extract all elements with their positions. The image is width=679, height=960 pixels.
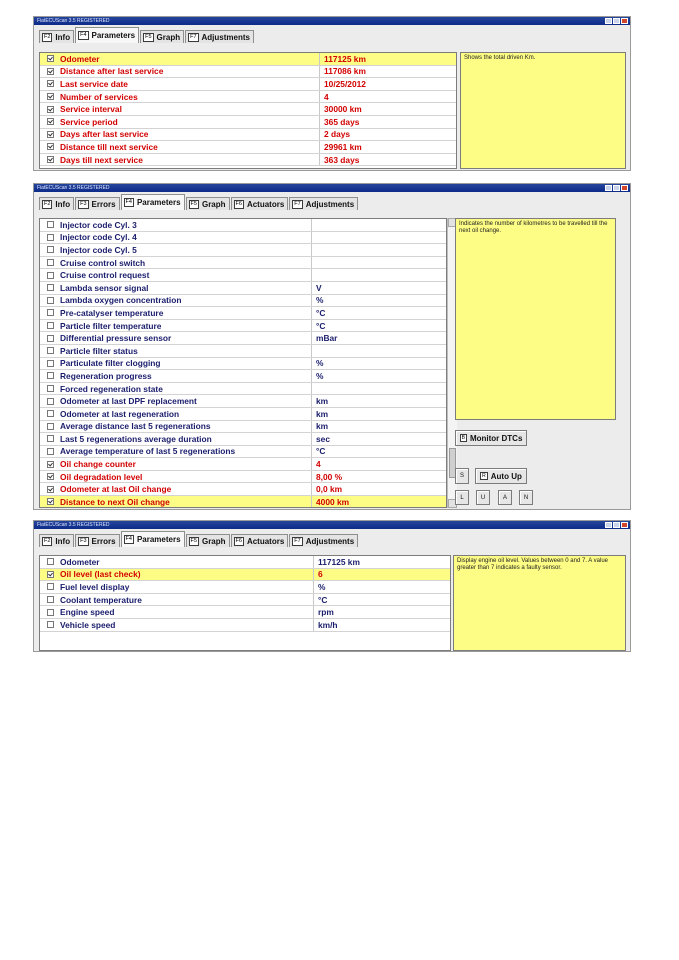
s-button[interactable] <box>455 468 469 484</box>
parameter-name: Forced regeneration state <box>60 383 312 395</box>
button-label: L <box>460 494 464 501</box>
parameter-checkbox[interactable] <box>47 385 54 392</box>
parameter-value: 8,00 % <box>316 471 343 482</box>
parameter-checkbox[interactable] <box>47 93 54 100</box>
parameter-row[interactable] <box>40 66 456 79</box>
nav-u-button[interactable] <box>476 490 490 505</box>
parameter-row[interactable] <box>40 232 446 245</box>
parameter-name: Average temperature of last 5 regenerations <box>60 446 312 458</box>
parameter-value: 10/25/2012 <box>324 78 366 89</box>
parameter-list <box>39 52 457 169</box>
parameter-checkbox[interactable] <box>47 448 54 455</box>
parameter-checkbox[interactable] <box>47 246 54 253</box>
button-label: Monitor DTCs <box>469 433 523 443</box>
parameter-value: % <box>318 581 326 592</box>
parameter-checkbox[interactable] <box>47 461 54 468</box>
parameter-name: Odometer <box>60 53 320 65</box>
parameter-name: Oil level (last check) <box>60 569 314 581</box>
parameter-value: V <box>316 282 322 293</box>
parameter-value: °C <box>316 320 326 331</box>
parameter-row[interactable] <box>40 606 450 619</box>
parameter-checkbox[interactable] <box>47 360 54 367</box>
tab-label: Adjustments <box>305 536 355 546</box>
parameter-name: Injector code Cyl. 4 <box>60 232 312 244</box>
parameter-row[interactable] <box>40 116 456 129</box>
parameter-value: km/h <box>318 619 338 630</box>
tab-errors[interactable] <box>75 534 119 547</box>
parameter-checkbox[interactable] <box>47 309 54 316</box>
parameter-checkbox[interactable] <box>47 558 54 565</box>
parameter-row[interactable] <box>40 345 446 358</box>
parameter-name: Vehicle speed <box>60 619 314 631</box>
parameter-row[interactable] <box>40 395 446 408</box>
tab-bar <box>34 529 630 547</box>
parameter-value: % <box>316 370 324 381</box>
parameter-row[interactable] <box>40 483 446 496</box>
parameter-checkbox[interactable] <box>47 68 54 75</box>
tab-parameters[interactable] <box>121 531 185 547</box>
parameter-row[interactable] <box>40 257 446 270</box>
parameter-row[interactable] <box>40 269 446 282</box>
tab-info[interactable] <box>39 534 74 547</box>
parameter-row[interactable] <box>40 141 456 154</box>
parameter-row[interactable] <box>40 244 446 257</box>
tab-info[interactable] <box>39 30 74 43</box>
button-key: B <box>461 435 465 441</box>
close-icon[interactable] <box>621 522 628 528</box>
tab-bar <box>34 25 630 43</box>
parameter-checkbox[interactable] <box>47 571 54 578</box>
parameter-value: 4 <box>324 91 329 102</box>
parameter-checkbox[interactable] <box>47 596 54 603</box>
parameter-name: Fuel level display <box>60 581 314 593</box>
tab-actuators[interactable] <box>231 197 289 210</box>
parameter-name: Coolant temperature <box>60 594 314 606</box>
parameter-row[interactable] <box>40 53 456 66</box>
parameter-checkbox[interactable] <box>47 118 54 125</box>
tab-label: Parameters <box>91 31 136 40</box>
parameter-row[interactable] <box>40 594 450 607</box>
tab-errors[interactable] <box>75 197 119 210</box>
tab-label: Parameters <box>136 198 181 207</box>
parameter-value: 117086 km <box>324 66 366 77</box>
app-window-3 <box>33 520 631 652</box>
nav-a-button[interactable] <box>498 490 512 505</box>
parameter-row[interactable] <box>40 408 446 421</box>
parameter-row[interactable] <box>40 307 446 320</box>
tab-key: F3 <box>80 537 87 544</box>
parameter-row[interactable] <box>40 332 446 345</box>
tab-label: Graph <box>156 32 181 42</box>
parameter-checkbox[interactable] <box>47 398 54 405</box>
parameter-name: Days after last service <box>60 129 320 141</box>
title-bar <box>34 521 630 529</box>
parameter-row[interactable] <box>40 358 446 371</box>
parameter-checkbox[interactable] <box>47 347 54 354</box>
parameter-checkbox[interactable] <box>47 284 54 291</box>
button-label: S <box>459 473 464 479</box>
parameter-row[interactable] <box>40 446 446 459</box>
parameter-checkbox[interactable] <box>47 621 54 628</box>
window-title: FiatECUScan 3.5 REGISTERED <box>37 18 110 24</box>
tab-label: Adjustments <box>201 32 250 42</box>
parameter-checkbox[interactable] <box>47 259 54 266</box>
description-panel: Shows the total driven Km. <box>460 52 626 169</box>
parameter-value: 29961 km <box>324 141 362 152</box>
parameter-name: Injector code Cyl. 5 <box>60 244 312 256</box>
parameter-value: 30000 km <box>324 104 362 115</box>
parameter-row[interactable] <box>40 78 456 91</box>
tab-label: Info <box>55 199 71 209</box>
parameter-name: Particulate filter clogging <box>60 358 312 370</box>
tab-label: Actuators <box>246 199 285 209</box>
parameter-row[interactable] <box>40 370 446 383</box>
parameter-value: % <box>316 295 324 306</box>
parameter-name: Service interval <box>60 103 320 115</box>
parameter-row[interactable] <box>40 154 456 167</box>
parameter-list <box>39 555 451 651</box>
parameter-row[interactable] <box>40 619 450 632</box>
tab-label: Graph <box>201 199 226 209</box>
parameter-row[interactable] <box>40 569 450 582</box>
tab-key: F2 <box>44 200 51 207</box>
button-label: N <box>523 494 529 501</box>
parameter-value: 0,0 km <box>316 484 343 495</box>
parameter-checkbox[interactable] <box>47 498 54 505</box>
parameter-name: Cruise control switch <box>60 257 312 269</box>
parameter-row[interactable] <box>40 91 456 104</box>
parameter-name: Cruise control request <box>60 269 312 281</box>
parameter-value: 4000 km <box>316 496 350 507</box>
parameter-name: Odometer <box>60 556 314 568</box>
minimize-icon[interactable] <box>605 522 612 528</box>
monitor-dtcs-button[interactable] <box>455 430 527 446</box>
tab-key: F5 <box>145 33 152 40</box>
parameter-row[interactable] <box>40 556 450 569</box>
parameter-row[interactable] <box>40 471 446 484</box>
tab-key: F5 <box>190 537 197 544</box>
tab-label: Actuators <box>246 536 285 546</box>
parameter-row[interactable] <box>40 496 446 508</box>
nav-n-button[interactable] <box>519 490 533 505</box>
app-window-1 <box>33 16 631 171</box>
auto-up-button[interactable] <box>475 468 527 484</box>
parameter-name: Average distance last 5 regenerations <box>60 421 312 433</box>
parameter-row[interactable] <box>40 129 456 142</box>
parameter-name: Pre-catalyser temperature <box>60 307 312 319</box>
parameter-name: Oil change counter <box>60 458 312 470</box>
parameter-checkbox[interactable] <box>47 335 54 342</box>
window-title: FiatECUScan 3.5 REGISTERED <box>37 185 110 191</box>
parameter-row[interactable] <box>40 219 446 232</box>
parameter-name: Service period <box>60 116 320 128</box>
tab-label: Info <box>55 32 71 42</box>
parameter-name: Odometer at last Oil change <box>60 483 312 495</box>
parameter-checkbox[interactable] <box>47 234 54 241</box>
tab-key: F6 <box>235 537 242 544</box>
parameter-checkbox[interactable] <box>47 583 54 590</box>
parameter-value: km <box>316 421 329 432</box>
button-key: R <box>482 473 486 479</box>
parameter-checkbox[interactable] <box>47 372 54 379</box>
close-icon[interactable] <box>621 185 628 191</box>
parameter-name: Days till next service <box>60 154 320 166</box>
parameter-value: rpm <box>318 607 334 618</box>
parameter-row[interactable] <box>40 282 446 295</box>
tab-key: F7 <box>294 200 301 207</box>
parameter-checkbox[interactable] <box>47 55 54 62</box>
parameter-name: Lambda oxygen concentration <box>60 295 312 307</box>
parameter-name: Injector code Cyl. 3 <box>60 219 312 231</box>
tab-adjustments[interactable] <box>289 197 358 210</box>
window-controls <box>605 18 628 24</box>
tab-graph[interactable] <box>140 30 184 43</box>
parameter-name: Distance after last service <box>60 66 320 78</box>
parameter-name: Particle filter temperature <box>60 320 312 332</box>
tab-graph[interactable] <box>186 534 230 547</box>
parameter-row[interactable] <box>40 421 446 434</box>
maximize-icon[interactable] <box>613 18 620 24</box>
title-bar <box>34 17 630 25</box>
parameter-value: 117125 km <box>318 556 360 567</box>
parameter-value: mBar <box>316 333 338 344</box>
window-controls <box>605 185 628 191</box>
parameter-value: °C <box>316 307 326 318</box>
parameter-value: km <box>316 396 329 407</box>
parameter-name: Distance till next service <box>60 141 320 153</box>
parameter-name: Engine speed <box>60 606 314 618</box>
button-label: A <box>502 494 507 501</box>
maximize-icon[interactable] <box>613 522 620 528</box>
parameter-name: Odometer at last DPF replacement <box>60 395 312 407</box>
description-panel: Display engine oil level. Values between 0 and 7. A value greater than 7 indicates a faulty sensor. <box>453 555 626 651</box>
tab-actuators[interactable] <box>231 534 289 547</box>
parameter-name: Odometer at last regeneration <box>60 408 312 420</box>
parameter-value: °C <box>318 594 328 605</box>
parameter-list <box>39 218 447 508</box>
tab-key: F5 <box>190 200 197 207</box>
parameter-row[interactable] <box>40 458 446 471</box>
window-title: FiatECUScan 3.5 REGISTERED <box>37 522 110 528</box>
parameter-value: % <box>316 358 324 369</box>
parameter-value: 365 days <box>324 116 360 127</box>
parameter-checkbox[interactable] <box>47 156 54 163</box>
parameter-name: Differential pressure sensor <box>60 332 312 344</box>
parameter-checkbox[interactable] <box>47 473 54 480</box>
parameter-value: 4 <box>316 459 321 470</box>
tab-key: F2 <box>44 537 51 544</box>
button-label: U <box>480 494 486 501</box>
parameter-row[interactable] <box>40 295 446 308</box>
app-window-2 <box>33 183 631 510</box>
parameter-value: °C <box>316 446 326 457</box>
parameter-value: 117125 km <box>324 53 366 64</box>
parameter-checkbox[interactable] <box>47 106 54 113</box>
parameter-checkbox[interactable] <box>47 423 54 430</box>
parameter-row[interactable] <box>40 320 446 333</box>
parameter-checkbox[interactable] <box>47 297 54 304</box>
button-label: Auto Up <box>490 471 522 481</box>
tab-label: Errors <box>91 199 116 209</box>
nav-l-button[interactable] <box>455 490 469 505</box>
tab-key: F2 <box>44 33 51 40</box>
parameter-row[interactable] <box>40 433 446 446</box>
parameter-checkbox[interactable] <box>47 410 54 417</box>
minimize-icon[interactable] <box>605 18 612 24</box>
window-controls <box>605 522 628 528</box>
parameter-name: Number of services <box>60 91 320 103</box>
tab-key: F7 <box>294 537 301 544</box>
parameter-checkbox[interactable] <box>47 435 54 442</box>
tab-label: Parameters <box>136 535 181 544</box>
parameter-row[interactable] <box>40 581 450 594</box>
tab-adjustments[interactable] <box>289 534 358 547</box>
close-icon[interactable] <box>621 18 628 24</box>
parameter-name: Oil degradation level <box>60 471 312 483</box>
maximize-icon[interactable] <box>613 185 620 191</box>
parameter-name: Particle filter status <box>60 345 312 357</box>
description-panel: Indicates the number of kilometres to be travelled till the next oil change. <box>455 218 616 420</box>
parameter-name: Last 5 regenerations average duration <box>60 433 312 445</box>
parameter-checkbox[interactable] <box>47 221 54 228</box>
parameter-name: Regeneration progress <box>60 370 312 382</box>
parameter-name: Last service date <box>60 78 320 90</box>
parameter-row[interactable] <box>40 103 456 116</box>
title-bar <box>34 184 630 192</box>
parameter-row[interactable] <box>40 383 446 396</box>
parameter-checkbox[interactable] <box>47 322 54 329</box>
parameter-value: km <box>316 408 329 419</box>
tab-key: F7 <box>190 33 197 40</box>
parameter-value: sec <box>316 433 330 444</box>
tab-parameters[interactable] <box>75 27 139 43</box>
tab-info[interactable] <box>39 197 74 210</box>
parameter-checkbox[interactable] <box>47 143 54 150</box>
tab-key: F4 <box>125 536 132 542</box>
parameter-name: Distance to next Oil change <box>60 496 312 508</box>
tab-adjustments[interactable] <box>185 30 254 43</box>
tab-label: Errors <box>91 536 116 546</box>
parameter-value: 6 <box>318 569 323 580</box>
parameter-value: 2 days <box>324 129 351 140</box>
tab-label: Adjustments <box>305 199 355 209</box>
parameter-checkbox[interactable] <box>47 272 54 279</box>
tab-bar <box>34 192 630 210</box>
tab-key: F4 <box>80 32 87 38</box>
parameter-name: Lambda sensor signal <box>60 282 312 294</box>
tab-label: Info <box>55 536 71 546</box>
parameter-checkbox[interactable] <box>47 609 54 616</box>
tab-label: Graph <box>201 536 226 546</box>
tab-key: F3 <box>80 200 87 207</box>
parameter-checkbox[interactable] <box>47 486 54 493</box>
tab-key: F4 <box>125 199 132 205</box>
minimize-icon[interactable] <box>605 185 612 191</box>
parameter-value: 363 days <box>324 154 360 165</box>
tab-parameters[interactable] <box>121 194 185 210</box>
tab-graph[interactable] <box>186 197 230 210</box>
tab-key: F6 <box>235 200 242 207</box>
parameter-checkbox[interactable] <box>47 131 54 138</box>
parameter-checkbox[interactable] <box>47 80 54 87</box>
